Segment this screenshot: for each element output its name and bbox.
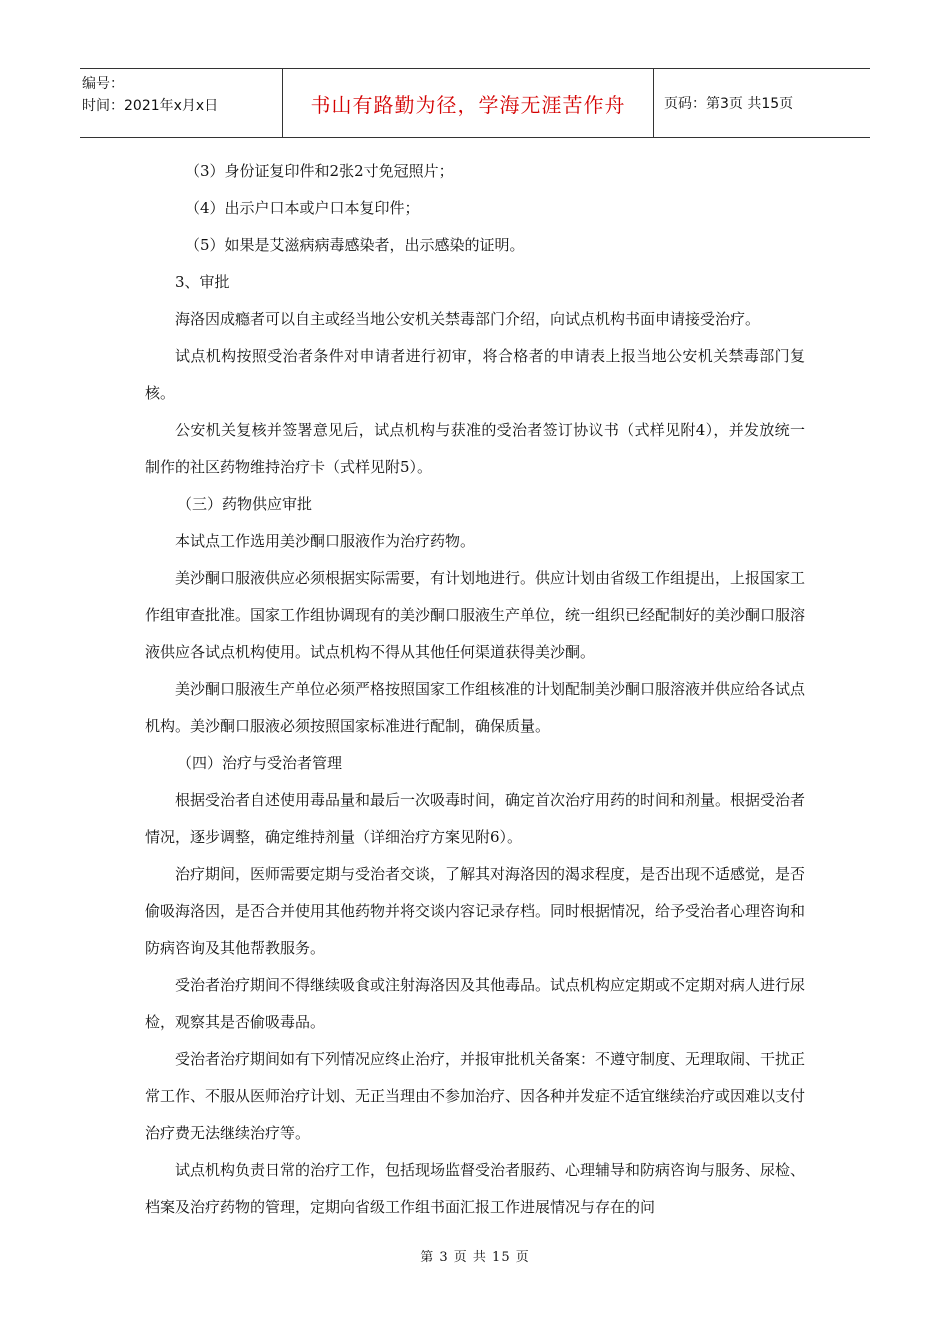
paragraph: 美沙酮口服液供应必须根据实际需要，有计划地进行。供应计划由省级工作组提出，上报国家工作组审查批准。国家工作组协调现有的美沙酮口服液生产单位，统一组织已经配制好的美沙酮口服溶液供应各试点机构使用。试点机构不得从其他任何渠道获得美沙酮。 (145, 569, 806, 661)
list-item-hiv-proof: （5）如果是艾滋病病毒感染者，出示感染的证明。 (185, 236, 525, 254)
doc-time-label: 时间：2021年x月x日 (82, 98, 219, 114)
page-header (80, 68, 870, 138)
paragraph: 根据受治者自述使用毒品量和最后一次吸毒时间，确定首次治疗用药的时间和剂量。根据受治者情况，逐步调整，确定维持剂量（详细治疗方案见附6）。 (145, 791, 806, 846)
list-item-hukou: （4）出示户口本或户口本复印件； (185, 199, 420, 217)
paragraph: 试点机构按照受治者条件对申请者进行初审，将合格者的申请表上报当地公安机关禁毒部门复核。 (145, 347, 805, 402)
paragraph: 治疗期间，医师需要定期与受治者交谈，了解其对海洛因的渴求程度，是否出现不适感觉，是否偷吸海洛因，是否合并使用其他药物并将交谈内容记录存档。同时根据情况，给予受治者心理咨询和防病咨询及其他帮教服务。 (145, 865, 806, 957)
paragraph: 公安机关复核并签署意见后，试点机构与获准的受治者签订协议书（式样见附4），并发放统一制作的社区药物维持治疗卡（式样见附5）。 (145, 421, 805, 476)
header-meta (80, 69, 282, 137)
section-heading-drug-supply: （三）药物供应审批 (177, 495, 313, 513)
paragraph: 美沙酮口服液生产单位必须严格按照国家工作组核准的计划配制美沙酮口服溶液并供应给各试点机构。美沙酮口服液必须按照国家标准进行配制，确保质量。 (145, 680, 806, 735)
document-body (145, 153, 805, 1226)
paragraph: 海洛因成瘾者可以自主或经当地公安机关禁毒部门介绍，向试点机构书面申请接受治疗。 (175, 310, 761, 328)
paragraph: 本试点工作选用美沙酮口服液作为治疗药物。 (175, 532, 476, 550)
header-motto: 书山有路勤为径，学海无涯苦作舟 (282, 69, 654, 137)
paragraph: 受治者治疗期间不得继续吸食或注射海洛因及其他毒品。试点机构应定期或不定期对病人进行尿检，观察其是否偷吸毒品。 (145, 976, 806, 1031)
page-footer: 第 3 页 共 15 页 (420, 1250, 530, 1265)
list-item-id-copy: （3）身份证复印件和2张2寸免冠照片； (185, 162, 454, 180)
section-heading-treatment: （四）治疗与受治者管理 (177, 754, 343, 772)
paragraph: 试点机构负责日常的治疗工作，包括现场监督受治者服药、心理辅导和防病咨询与服务、尿检、档案及治疗药物的管理，定期向省级工作组书面汇报工作进展情况与存在的问 (145, 1161, 806, 1216)
doc-code-label: 编号： (82, 76, 124, 92)
section-heading-approval: 3、审批 (175, 273, 230, 291)
header-page-info: 页码：第3页 共15页 (664, 96, 794, 112)
paragraph: 受治者治疗期间如有下列情况应终止治疗，并报审批机关备案：不遵守制度、无理取闹、干扰正常工作、不服从医师治疗计划、无正当理由不参加治疗、因各种并发症不适宜继续治疗或因难以支付治疗费无法继续治疗等。 (145, 1050, 806, 1142)
